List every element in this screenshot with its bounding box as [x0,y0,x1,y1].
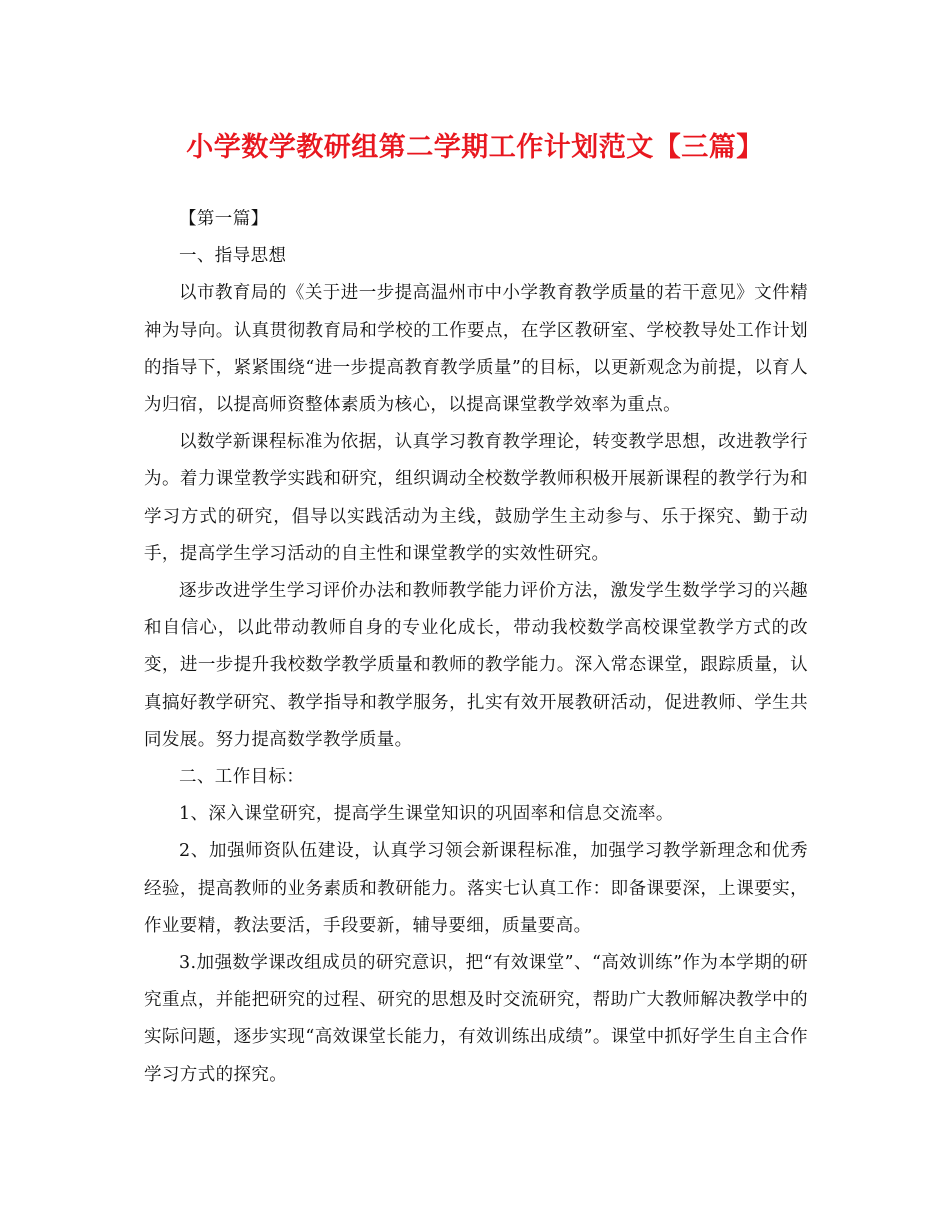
body-paragraph: 以数学新课程标准为依据，认真学习教育教学理论，转变教学思想，改进教学行为。着力课堂教学实践和研究，组织调动全校数学教师积极开展新课程的教学行为和学习方式的研究，倡导以实践活动为主线，鼓励学生主动参与、乐于探究、勤于动手，提高学生学习活动的自主性和课堂教学的实效性研究。 [144,432,808,564]
body-paragraph: 逐步改进学生学习评价办法和教师教学能力评价方法，激发学生数学学习的兴趣和自信心，以此带动教师自身的专业化成长，带动我校数学高校课堂教学方式的改变，进一步提升我校数学教学质量和教师的教学能力。深入常态课堂，跟踪质量，认真搞好教学研究、教学指导和教学服务，扎实有效开展教研活动，促进教师、学生共同发展。努力提高数学教学质量。 [144,581,808,750]
goal-item: 3.加强数学课改组成员的研究意识，把“有效课堂”、“高效训练”作为本学期的研究重点，并能把研究的过程、研究的思想及时交流研究，帮助广大教师解决教学中的实际问题，逐步实现“高效课堂长能力，有效训练出成绩”。课堂中抓好学生自主合作学习方式的探究。 [144,953,808,1085]
goal-item: 1、深入课堂研究，提高学生课堂知识的巩固率和信息交流率。 [179,804,674,825]
section-marker: 【第一篇】 [179,209,269,229]
goal-item: 2、加强师资队伍建设，认真学习领会新课程标准，加强学习教学新理念和优秀经验，提高教师的业务素质和教研能力。落实七认真工作：即备课要深，上课要实，作业要精，教法要活，手段要新，辅导要细，质量要高。 [144,841,808,936]
document-body [144,201,808,1094]
section-heading-guiding-thought: 一、指导思想 [179,246,287,267]
document-title: 小学数学教研组第二学期工作计划范文【三篇】 [186,132,764,163]
body-paragraph: 以市教育局的《关于进一步提高温州市中小学教育教学质量的若干意见》文件精神为导向。认真贯彻教育局和学校的工作要点，在学区教研室、学校教导处工作计划的指导下，紧紧围绕“进一步提高教育教学质量”的目标，以更新观念为前提，以育人为归宿，以提高师资整体素质为核心，以提高课堂教学效率为重点。 [144,283,808,416]
section-heading-work-goals: 二、工作目标： [179,767,305,788]
